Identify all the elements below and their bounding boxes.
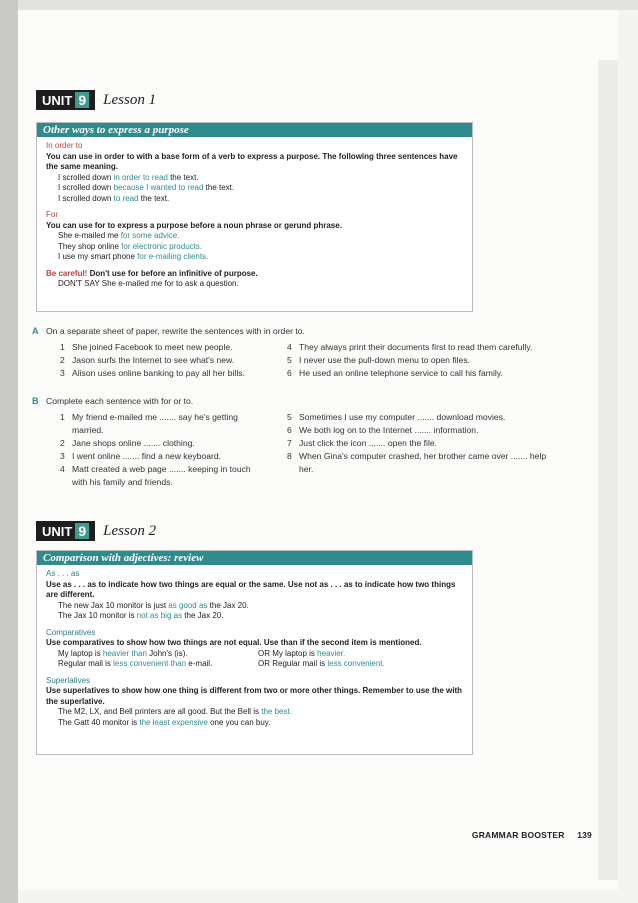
unit-badge [36, 521, 95, 541]
example-sentence: Regular mail is less convenient than e-mail. OR Regular mail is less convenient. [58, 659, 385, 668]
example-sentence: She e-mailed me for some advice. [58, 231, 180, 240]
rule-comparatives: Use comparatives to show how two things are not equal. Use than if the second item is mentioned. [46, 638, 422, 647]
scan-top-margin [0, 0, 638, 10]
section-title-superlatives: Superlatives [46, 675, 91, 685]
exercise-a-items [60, 341, 577, 380]
exercise-item: 7 Just click the icon ....... open the file. [287, 438, 438, 448]
lesson2-header [36, 521, 156, 541]
example-sentence: They shop online for electronic products. [58, 241, 203, 251]
unit-badge [36, 90, 95, 110]
exercise-item: 1 My friend e-mailed me ....... say he's getting married. [60, 412, 238, 435]
exercise-item: 1 She joined Facebook to meet new people. [60, 342, 233, 352]
page-number: 139 [577, 830, 592, 840]
lesson-title: Lesson 2 [103, 522, 157, 539]
section-title-in-order-to: In order to [46, 141, 83, 150]
exercise-letter: B [32, 396, 39, 406]
unit-word: UNIT [42, 92, 73, 108]
book-spine-shadow [0, 0, 18, 903]
section-title-comparatives: Comparatives [46, 627, 96, 637]
exercise-item: 3 Alison uses online banking to pay all her bills. [60, 368, 245, 378]
exercise-b-items [60, 411, 577, 489]
page-edge [598, 60, 618, 880]
careful-note: Be careful! Don't use for before an infinitive of purpose. [46, 268, 258, 278]
exercise-b-instruction: B Complete each sentence with for or to. [32, 396, 194, 406]
section-title-as-as: As . . . as [46, 569, 80, 578]
unit-number: 9 [75, 523, 89, 539]
exercise-item: 3 I went online ....... find a new keyboard. [60, 451, 222, 461]
example-sentence: The Jax 10 monitor is not as big as the Jax 20. [58, 611, 224, 620]
unit-number: 9 [75, 92, 89, 108]
unit-word: UNIT [42, 523, 73, 539]
section-title-for: For [46, 210, 58, 219]
exercise-item: 5 I never use the pull-down menu to open files. [287, 355, 471, 365]
example-sentence: The M2, LX, and Bell printers are all good. But the Bell is the best. [58, 707, 292, 716]
rule-superlatives: Use superlatives to show how one thing is different from two or more other things. Remember to use the with the superlative. [46, 686, 463, 706]
exercise-item: 2 Jason surfs the Internet to see what's new. [60, 355, 235, 365]
grammar-box-title: Comparison with adjectives: review [37, 551, 472, 565]
exercise-item: 8 When Gina's computer crashed, her brother came over ....... help her. [287, 451, 547, 474]
lesson1-header [36, 90, 156, 110]
exercise-item: 6 He used an online telephone service to call his family. [287, 368, 503, 378]
grammar-box-title: Other ways to express a purpose [37, 123, 472, 137]
grammar-box-comparison [36, 550, 473, 755]
grammar-box-purpose [36, 122, 473, 312]
example-sentence: I use my smart phone for e-mailing clients. [58, 252, 209, 261]
example-sentence: I scrolled down because I wanted to read the text. [58, 183, 235, 192]
rule-as-as: Use as . . . as to indicate how two things are equal or the same. Use not as . . . as to indicate how two things are different. [46, 579, 456, 599]
example-sentence: The Gatt 40 monitor is the least expensive one you can buy. [58, 717, 271, 727]
example-sentence: I scrolled down to read the text. [58, 193, 170, 203]
example-sentence: My laptop is heavier than John's (is). OR My laptop is heavier. [58, 648, 346, 658]
lesson-title: Lesson 1 [103, 91, 157, 108]
exercise-item: 2 Jane shops online ....... clothing. [60, 438, 195, 448]
example-sentence: I scrolled down in order to read the text. [58, 172, 199, 182]
dont-say-example: DON'T SAY She e-mailed me for to ask a question. [58, 279, 239, 288]
exercise-item: 4 They always print their documents first to read them carefully. [287, 342, 533, 352]
exercise-a-instruction: A On a separate sheet of paper, rewrite the sentences with in order to. [32, 326, 305, 336]
exercise-item: 4 Matt created a web page ....... keeping in touch with his family and friends. [60, 464, 251, 487]
rule-for: You can use for to express a purpose before a noun phrase or gerund phrase. [46, 220, 342, 230]
exercise-item: 5 Sometimes I use my computer ....... download movies. [287, 412, 506, 422]
exercise-item: 6 We both log on to the Internet ....... information. [287, 425, 479, 435]
example-sentence: The new Jax 10 monitor is just as good as the Jax 20. [58, 600, 249, 610]
footer-section: GRAMMAR BOOSTER [471, 830, 565, 840]
page-footer [472, 830, 592, 840]
exercise-letter: A [32, 326, 39, 336]
rule-in-order-to: You can use in order to with a base form of a verb to express a purpose. The following three sentences have the same meaning. [46, 151, 458, 171]
